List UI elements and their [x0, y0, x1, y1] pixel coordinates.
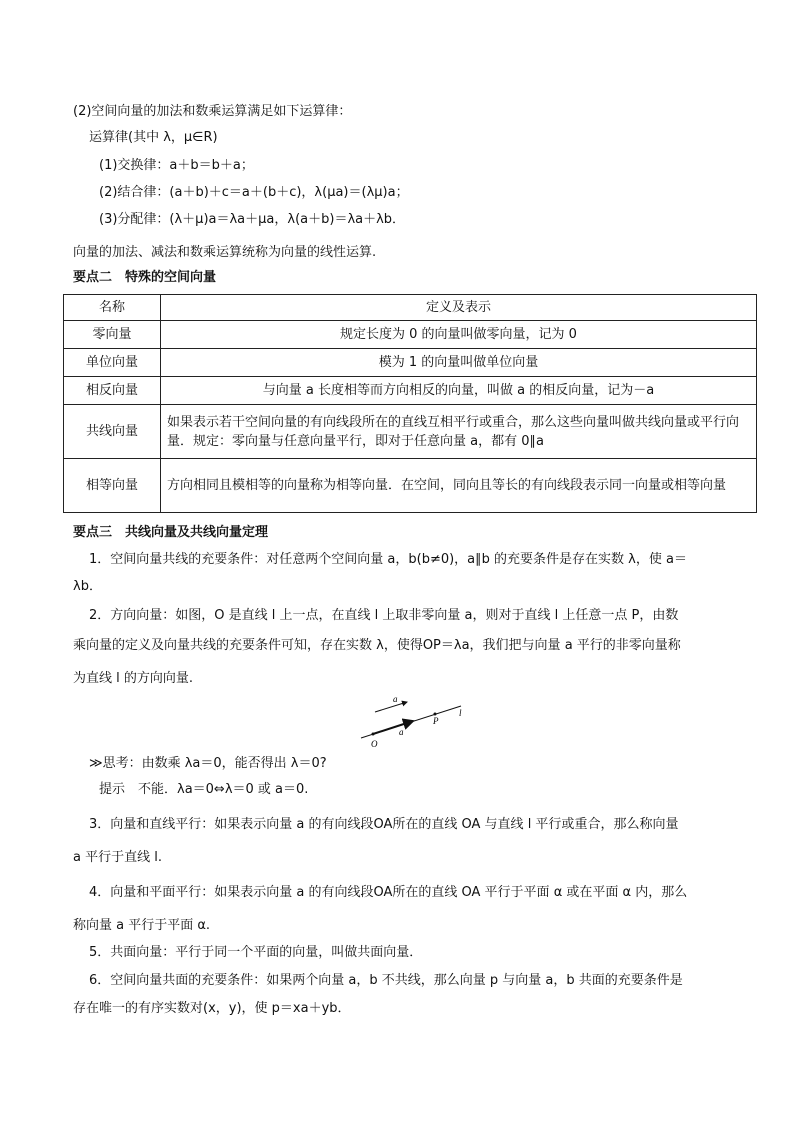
item1-line1: 1．空间向量共线的充要条件：对任意两个空间向量 a，b(b≠0)，a∥b 的充要条件是存在实数 λ，使 a＝: [89, 552, 687, 567]
item2-line2: 乘向量的定义及向量共线的充要条件可知，存在实数 λ，使得OP＝λa，我们把与向量 a 平行的非零向量称: [73, 638, 681, 653]
item2-line1: 2．方向向量：如图，O 是直线 l 上一点，在直线 l 上取非零向量 a，则对于直线 l 上任意一点 P，由数: [89, 608, 679, 623]
item4-line1: 4．向量和平面平行：如果表示向量 a 的有向线段OA所在的直线 OA 平行于平面 α 或在平面 α 内，那么: [89, 885, 688, 900]
table-cell-name: 相反向量: [64, 377, 161, 405]
table-header-definition: 定义及表示: [161, 295, 757, 321]
vector-a-arrow: [375, 702, 407, 712]
table-cell-definition: 如果表示若干空间向量的有向线段所在的直线互相平行或重合，那么这些向量叫做共线向量或平行向量．规定：零向量与任意向量平行，即对于任意向量 a，都有 0∥a: [161, 405, 757, 459]
label-o: O: [371, 739, 378, 749]
label-p: P: [433, 716, 439, 726]
label-l: l: [459, 708, 462, 718]
table-header-name: 名称: [64, 295, 161, 321]
laws-title: 运算律(其中 λ，μ∈R): [89, 130, 218, 145]
direction-vector-figure: [355, 690, 475, 750]
table-cell-name: 相等向量: [64, 459, 161, 513]
table-cell-definition: 规定长度为 0 的向量叫做零向量，记为 0: [161, 321, 757, 349]
table-cell-name: 单位向量: [64, 349, 161, 377]
item6-line1: 6．空间向量共面的充要条件：如果两个向量 a，b 不共线，那么向量 p 与向量 a，b 共面的充要条件是: [89, 973, 683, 988]
table-row: [64, 459, 757, 513]
table-cell-definition: 模为 1 的向量叫做单位向量: [161, 349, 757, 377]
law-associative: (2)结合律：(a＋b)＋c＝a＋(b＋c)，λ(μa)＝(λμ)a；: [99, 185, 409, 200]
table-row: [64, 405, 757, 459]
table-cell-definition: 与向量 a 长度相等而方向相反的向量，叫做 a 的相反向量，记为－a: [161, 377, 757, 405]
item6-line2: 存在唯一的有序实数对(x，y)，使 p＝xa＋yb．: [73, 1001, 351, 1016]
law-commutative: (1)交换律：a＋b＝b＋a；: [99, 158, 254, 173]
label-a-top: a: [393, 694, 398, 704]
vector-on-line: [373, 721, 413, 734]
table-row: [64, 377, 757, 405]
label-a-mid: a: [399, 727, 404, 737]
item2-line3: 为直线 l 的方向向量.: [73, 671, 194, 686]
point-o: [372, 733, 375, 736]
table-cell-name: 共线向量: [64, 405, 161, 459]
think-question: ≫思考：由数乘 λa＝0，能否得出 λ＝0?: [89, 756, 327, 771]
item3-line1: 3．向量和直线平行：如果表示向量 a 的有向线段OA所在的直线 OA 与直线 l 平行或重合，那么称向量: [89, 817, 679, 832]
item1-line2: λb．: [73, 579, 102, 594]
section2-heading: 要点二 特殊的空间向量: [73, 270, 217, 285]
table-cell-name: 零向量: [64, 321, 161, 349]
linear-operation-summary: 向量的加法、减法和数乘运算统称为向量的线性运算.: [73, 245, 377, 260]
section3-heading: 要点三 共线向量及共线向量定理: [73, 525, 269, 540]
item5: 5．共面向量：平行于同一个平面的向量，叫做共面向量．: [89, 945, 423, 960]
law-distributive: (3)分配律：(λ＋μ)a＝λa＋μa，λ(a＋b)＝λa＋λb．: [99, 212, 406, 227]
think-hint: 提示 不能．λa＝0⇔λ＝0 或 a＝0.: [99, 782, 309, 797]
item4-line2: 称向量 a 平行于平面 α.: [73, 918, 211, 933]
special-vectors-table: [63, 294, 757, 513]
table-row: [64, 321, 757, 349]
para-operation-laws-intro: (2)空间向量的加法和数乘运算满足如下运算律：: [73, 104, 352, 119]
table-row: [64, 349, 757, 377]
table-header-row: [64, 295, 757, 321]
table-cell-definition: 方向相同且模相等的向量称为相等向量．在空间，同向且等长的有向线段表示同一向量或相等向量: [161, 459, 757, 513]
item3-line2: a 平行于直线 l.: [73, 850, 162, 865]
